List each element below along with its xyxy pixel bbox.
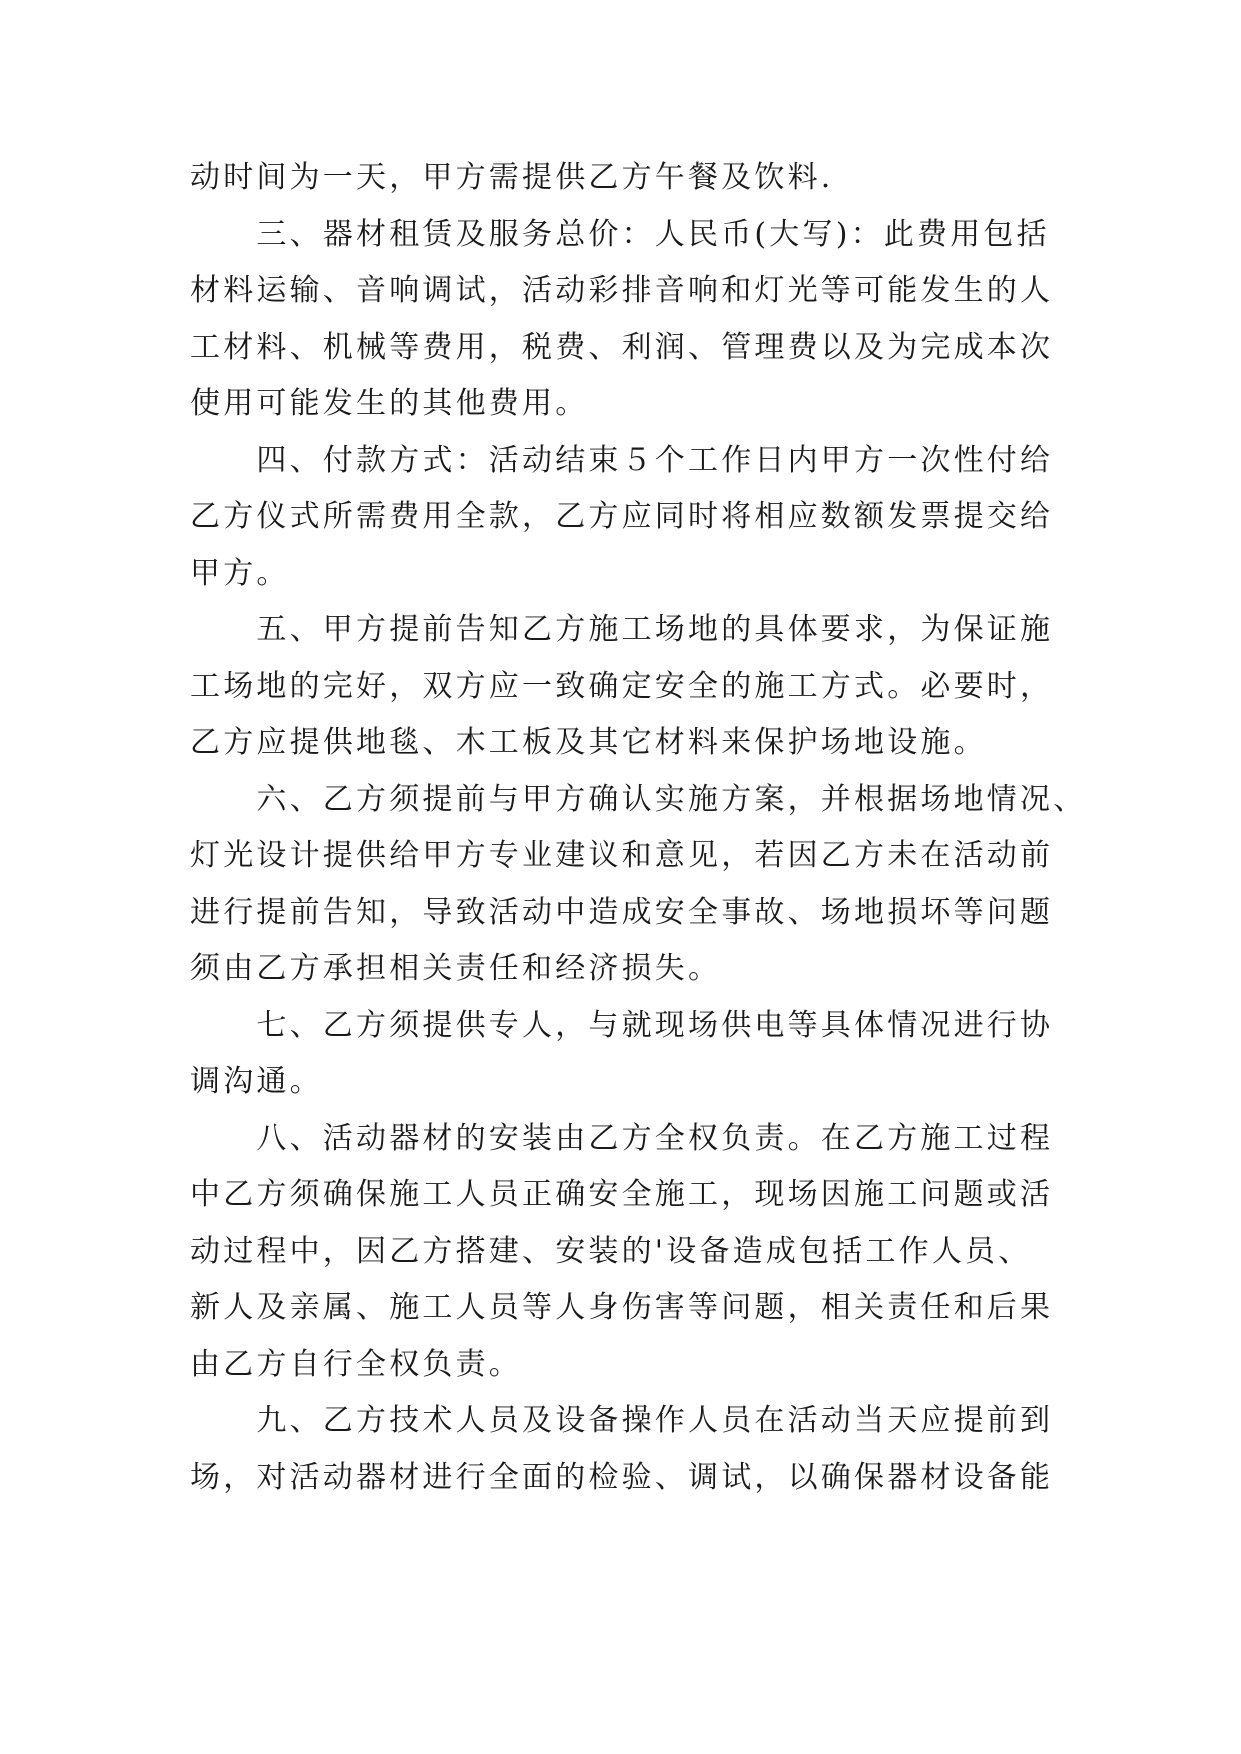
- text-line: 须由乙方承担相关责任和经济损失。: [190, 951, 722, 986]
- text-line: 调沟通。: [190, 1064, 323, 1099]
- text-line: 乙方仪式所需费用全款，乙方应同时将相应数额发票提交给: [190, 499, 1054, 534]
- section-3-first-line: 三、器材租赁及服务总价：人民币(大写)：此费用包括: [190, 216, 1050, 252]
- section-6-first-line: 六、乙方须提前与甲方确认实施方案，并根据场地情况、: [190, 781, 1087, 817]
- section-8-first-line: 八、活动器材的安装由乙方全权负责。在乙方施工过程: [190, 1120, 1054, 1156]
- section-4-first-line: 四、付款方式：活动结束５个工作日内甲方一次性付给: [190, 442, 1054, 478]
- text-line: 灯光设计提供给甲方专业建议和意见，若因乙方未在活动前: [190, 838, 1054, 873]
- section-7-first-line: 七、乙方须提供专人，与就现场供电等具体情况进行协: [190, 1007, 1054, 1043]
- text-line: 进行提前告知，导致活动中造成安全事故、场地损坏等问题: [190, 894, 1054, 930]
- text-line: 动时间为一天，甲方需提供乙方午餐及饮料.: [190, 160, 834, 195]
- text-line: 甲方。: [190, 555, 290, 591]
- text-line: 新人及亲属、施工人员等人身伤害等问题，相关责任和后果: [190, 1290, 1054, 1325]
- text-line: 中乙方须确保施工人员正确安全施工，现场因施工问题或活: [190, 1177, 1054, 1212]
- text-line: 动过程中，因乙方搭建、安装的'设备造成包括工作人员、: [190, 1233, 1032, 1269]
- section-9-first-line: 九、乙方技术人员及设备操作人员在活动当天应提前到: [190, 1403, 1054, 1438]
- text-line: 工场地的完好，双方应一致确定安全的施工方式。必要时，: [190, 668, 1054, 704]
- text-line: 场，对活动器材进行全面的检验、调试，以确保器材设备能: [190, 1459, 1054, 1495]
- document-body: [190, 150, 1087, 1506]
- text-line: 使用可能发生的其他费用。: [190, 386, 589, 421]
- text-line: 由乙方自行全权负责。: [190, 1346, 522, 1382]
- text-line: 乙方应提供地毯、木工板及其它材料来保护场地设施。: [190, 725, 987, 760]
- section-5-first-line: 五、甲方提前告知乙方施工场地的具体要求，为保证施: [190, 612, 1054, 647]
- text-line: 材料运输、音响调试，活动彩排音响和灯光等可能发生的人: [190, 273, 1054, 308]
- text-line: 工材料、机械等费用，税费、利润、管理费以及为完成本次: [190, 329, 1054, 365]
